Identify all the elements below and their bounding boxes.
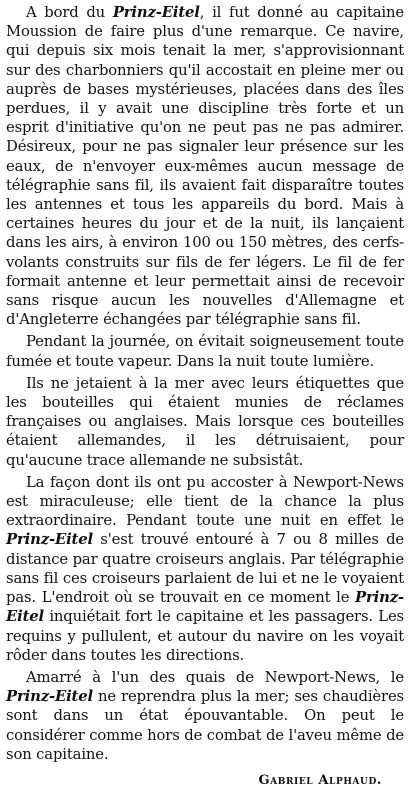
paragraph <box>6 473 404 665</box>
ship-name: Prinz-Eitel <box>112 4 200 21</box>
paragraph <box>6 668 404 764</box>
article-body <box>6 3 404 764</box>
paragraph <box>6 374 404 470</box>
paragraph-text: Pendant la journée, on évitait soigneusement toute fumée et toute vapeur. Dans la nuit toute lumière. <box>6 333 404 370</box>
ship-name: Prinz-Eitel <box>6 531 93 549</box>
paragraph-text: ne reprendra plus la mer; ses chaudières sont dans un état épouvantable. On peut le considérer comme hors de combat de l'aveu même de son capitaine. <box>6 688 404 763</box>
paragraph <box>6 332 404 370</box>
paragraph-text: s'est trouvé entouré à 7 ou 8 milles de distance par quatre croiseurs anglais. Par télégraphie sans fil ces croiseurs parlaient de lui et ne le voyaient pas. L'endroit où se trouvait en ce moment le <box>6 531 404 607</box>
paragraph-text: inquiétait fort le capitaine et les passagers. Les requins y pullulent, et autour du navire on les voyait rôder dans toutes les directions. <box>6 608 404 664</box>
paragraph-text: Ils ne jetaient à la mer avec leurs étiquettes que les bouteilles qui étaient munies de réclames françaises ou anglaises. Mais lorsque ces bouteilles étaient allemandes, il les détruisaient, pour qu'aucune trace allemande ne subsistât. <box>6 374 404 469</box>
author-signature: Gabriel Alphaud. <box>258 772 382 788</box>
paragraph <box>6 3 404 329</box>
paragraph-text: , il fut donné au capitaine Moussion de faire plus d'une remarque. Ce navire, qui depuis six mois tenait la mer, s'approvisionnant sur des charbonniers qu'il accostait en pleine mer ou auprès de bases mystérieuses, placées dans des îles perdues, il y avait une discipline très forte et un esprit d'initiative qu'on ne peut pas ne pas admirer. Désireux, pour ne pas signaler leur présence sur les eaux, de n'envoyer eux-mêmes aucun message de télégraphie sans fil, ils avaient fait disparaître toutes les antennes et tous les appareils du bord. Mais à certaines heures du jour et de la nuit, ils lançaient dans les airs, à environ 100 ou 150 mètres, des cerfs-volants construits sur fils de fer légers. Le fil de fer formait antenne et leur permettait ainsi de recevoir sans risque aucun les nouvelles d'Allemagne et d'Angleterre échangées par télégraphie sans fil. <box>6 4 404 329</box>
ship-name: Prinz-Eitel <box>6 688 93 706</box>
paragraph-text: Amarré à l'un des quais de Newport-News, le <box>26 668 404 686</box>
paragraph-text: A bord du <box>26 4 113 21</box>
ship-name: Prinz-Eitel <box>6 589 404 626</box>
paragraph-text: La façon dont ils ont pu accoster à Newport-News est miraculeuse; elle tient de la chance la plus extraordinaire. Pendant toute une nuit en effet le <box>6 473 404 530</box>
